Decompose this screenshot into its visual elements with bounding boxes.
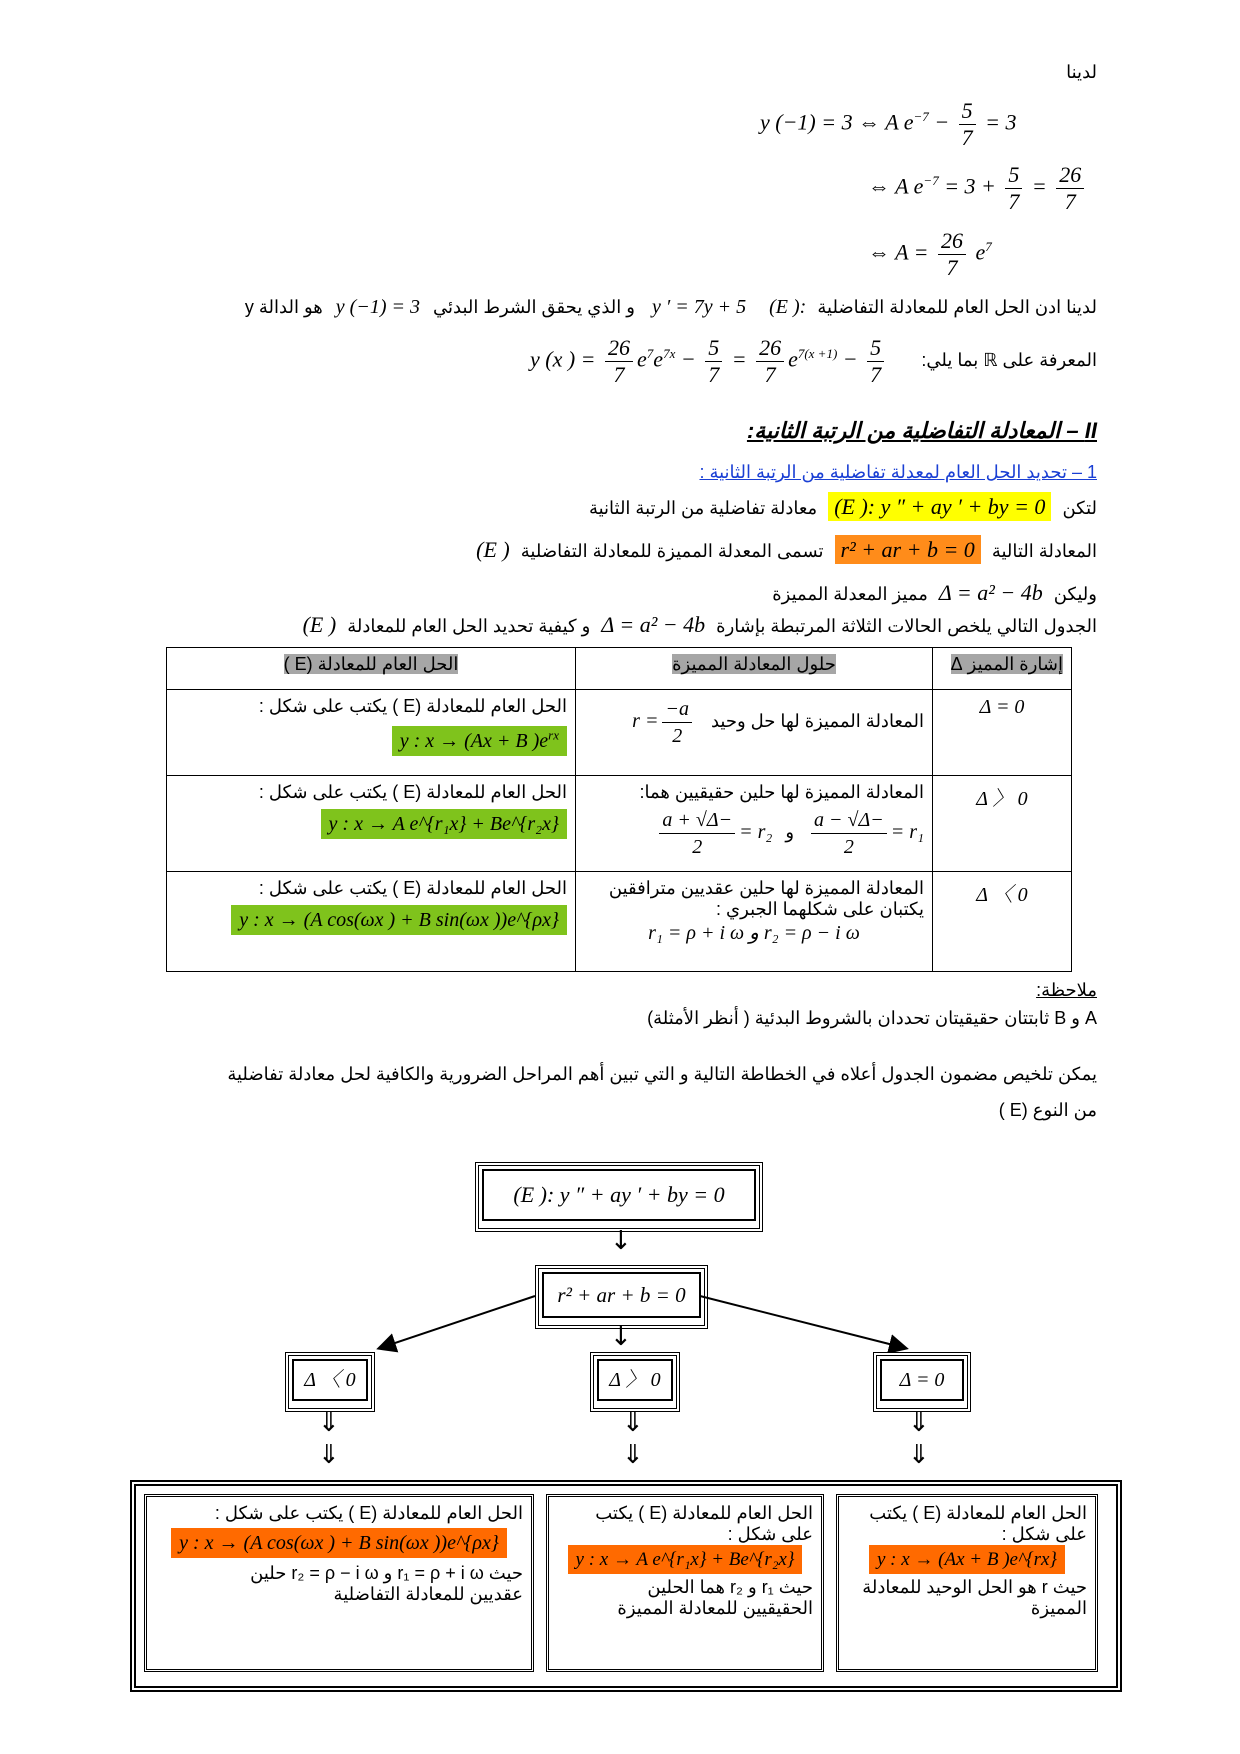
note-text: A و B ثابتتان حقيقيتان تحددان بالشروط البدئية ( أنظر الأمثلة) bbox=[647, 1008, 1097, 1028]
solution-cell-positive: الحل العام للمعادلة (E ) يكتب على شكل : y : x → A e^{r₁x} + Be^{r₂x} حيث r₁ و r₂ هما الحلين الحقيقيين للمعادلة المميزة bbox=[546, 1494, 824, 1672]
double-arrow-zero-2: ⇓ bbox=[908, 1440, 930, 1470]
equation-line-2: ⇔ A $e^{-7} = 3$ + $\frac{5}{7}$ = $\frac{26}{7}$ bbox=[868, 162, 1088, 215]
summary-line-2: من النوع (E ) bbox=[998, 1100, 1097, 1120]
general-zero: الحل العام للمعادلة (E ) يكتب على شكل : y : x → (Ax + B )$e^{rx}$ bbox=[167, 690, 576, 776]
header-sign: إشارة المميز Δ bbox=[950, 654, 1063, 674]
double-arrow-zero-1: ⇓ bbox=[908, 1408, 930, 1438]
solutions-container bbox=[130, 1480, 1122, 1692]
sign-positive: Δ 〉 0 bbox=[976, 788, 1028, 810]
subsection-title: 1 – تحديد الحل العام لمعدلة تفاضلية من الرتبة الثانية : bbox=[699, 462, 1097, 482]
summary-line-1: يمكن تلخيص مضمون الجدول أعلاه في الخطاطة التالية و التي تبين أهم المراحل الضرورية والكافية لحل معادلة تفاضلية bbox=[227, 1064, 1097, 1084]
sign-zero: Δ = 0 bbox=[979, 696, 1025, 718]
sentence-general-solution: لدينا ادن الحل العام للمعادلة التفاضلية y ′ = 7y + 5 (E ): و الذي يحقق الشرط البدئي y (−1) = 3 هو الدالة y bbox=[244, 296, 1097, 318]
general-negative: الحل العام للمعادلة (E ) يكتب على شكل : y : x → (A cos(ωx ) + B sin(ωx ))e^{ρx} bbox=[167, 872, 576, 972]
roots-negative: المعادلة المميزة لها حلين عقديين مترافقين يكتبان على شكلهما الجبري : r₁ = ρ + i ω و r₂ = ρ − i ω bbox=[576, 872, 933, 972]
arrow-to-negative bbox=[380, 1296, 535, 1348]
sentence-defined-on-R: المعرفة على ℝ بما يلي: bbox=[921, 350, 1097, 370]
header-general-solution: الحل العام للمعادلة (E ) bbox=[283, 654, 459, 674]
roots-positive: المعادلة المميزة لها حلين حقيقيين هما: r₁ = $\frac{-a - √\Delta}{2}$ و r₂ = $\frac{-a + √\Delta}{2}$ bbox=[576, 776, 933, 872]
roots-zero: المعادلة المميزة لها حل وحيد r = $\frac{-a}{2}$ bbox=[576, 690, 933, 776]
paragraph-let-E: لتكن (E ): y ″ + ay ′ + by = 0 معادلة تفاضلية من الرتبة الثانية bbox=[588, 494, 1097, 519]
box-delta-zero: Δ = 0 bbox=[873, 1352, 971, 1412]
general-positive: الحل العام للمعادلة (E ) يكتب على شكل : y : x → A e^{r₁x} + Be^{r₂x} bbox=[167, 776, 576, 872]
double-arrow-neg-2: ⇓ bbox=[318, 1440, 340, 1470]
double-arrow-neg-1: ⇓ bbox=[318, 1408, 340, 1438]
box-delta-negative: Δ 〈 0 bbox=[285, 1352, 375, 1412]
solution-cell-zero: الحل العام للمعادلة (E ) يكتب على شكل : y : x → (Ax + B )e^{rx} حيث r هو الحل الوحيد للمعادلة المميزة bbox=[836, 1494, 1098, 1672]
header-roots: حلول المعادلة المميزة bbox=[672, 654, 836, 674]
box-delta-positive: Δ 〉 0 bbox=[590, 1352, 680, 1412]
box-differential-equation: (E ): y ″ + ay ′ + by = 0 bbox=[475, 1162, 763, 1232]
section-title: II – المعادلة التفاضلية من الرتبة الثانية: bbox=[746, 418, 1097, 443]
double-arrow-pos-2: ⇓ bbox=[622, 1440, 644, 1470]
paragraph-discriminant: وليكن Δ = a² − 4b مميز المعدلة المميزة bbox=[772, 580, 1097, 605]
equation-line-1: y (−1) = 3 ⇔ A $e^{-7}$ − $\frac{5}{7}$ = 3 bbox=[760, 98, 1017, 150]
equation-line-3: ⇔ A = $\frac{26}{7}$ $e^7$ bbox=[868, 228, 992, 280]
arrow-to-zero bbox=[700, 1296, 905, 1348]
note-title: ملاحظة: bbox=[1036, 980, 1097, 1000]
arrow-down-1: ↓ bbox=[610, 1226, 632, 1256]
arrow-down-2: ↓ bbox=[610, 1322, 632, 1352]
sign-negative: Δ 〈 0 bbox=[976, 884, 1028, 906]
equation-solution-y: y (x ) = $\frac{26}{7}$ $e^7e^{7x}$ − $\frac{5}{7}$ = $\frac{26}{7}$ $e^{7(x +1)}$ − $\frac{5}{7}$ bbox=[530, 335, 888, 388]
text-ladayna: لدينا bbox=[1066, 62, 1097, 82]
box-characteristic-equation: r² + ar + b = 0 bbox=[535, 1265, 708, 1329]
paragraph-table-intro: الجدول التالي يلخص الحالات الثلاثة المرتبطة بإشارة Δ = a² − 4b و كيفية تحديد الحل العام للمعادلة (E ) bbox=[302, 612, 1097, 637]
solution-cell-negative: الحل العام للمعادلة (E ) يكتب على شكل : y : x → (A cos(ωx ) + B sin(ωx ))e^{ρx} حيث r₁ = ρ + i ω و r₂ = ρ − i ω حلين عقديين للمعادلة التفاضلية bbox=[144, 1494, 534, 1672]
paragraph-characteristic: المعادلة التالية r² + ar + b = 0 تسمى المعدلة المميزة للمعادلة التفاضلية (E ) bbox=[476, 537, 1097, 562]
double-arrow-pos-1: ⇓ bbox=[622, 1408, 644, 1438]
